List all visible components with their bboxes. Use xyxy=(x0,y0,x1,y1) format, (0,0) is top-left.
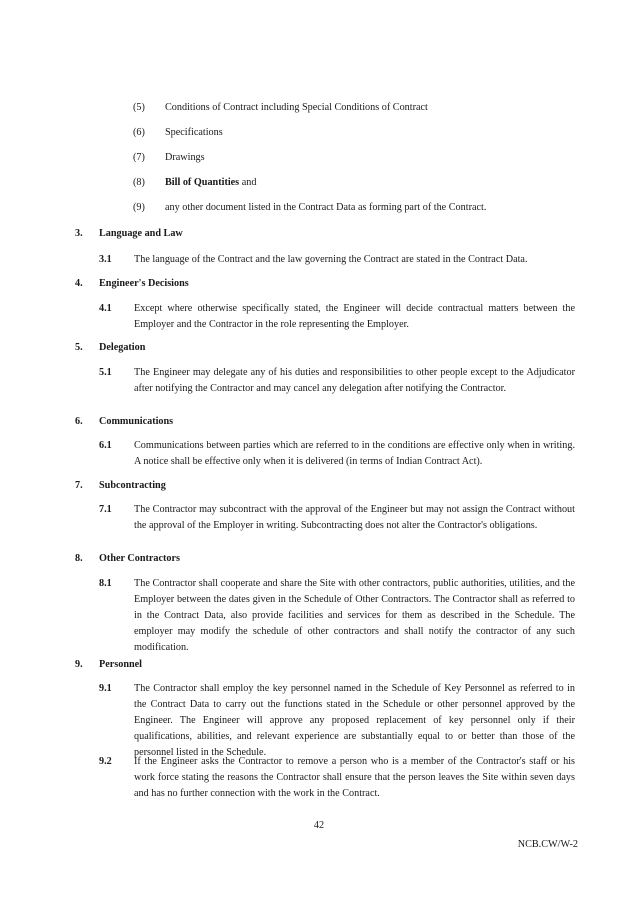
list-item-text: any other document listed in the Contract Data as forming part of the Contract. xyxy=(165,202,487,213)
clause-number: 9.1 xyxy=(99,683,112,694)
clause-text: The Contractor shall employ the key personnel named in the Schedule of Key Personnel as referred to in the Contract Data to carry out the functions stated in the Schedule or other personnel approved by the Engineer. The Engineer will approve any proposed replacement of key personnel only if their qualifications, abilities, and relevant experience are substantially equal to or better than those of the personnel listed in the Schedule. xyxy=(134,683,575,758)
section-title: Personnel xyxy=(99,659,143,670)
section-number: 6. xyxy=(75,416,83,427)
section-number: 7. xyxy=(75,480,83,491)
clause-number: 6.1 xyxy=(99,440,112,451)
list-item-text: Drawings xyxy=(165,152,205,163)
clause-number: 8.1 xyxy=(99,578,112,589)
list-item-number: (9) xyxy=(133,202,145,213)
clause-text: The language of the Contract and the law governing the Contract are stated in the Contract Data. xyxy=(134,254,528,265)
list-item-number: (5) xyxy=(133,102,145,113)
clause-text: If the Engineer asks the Contractor to remove a person who is a member of the Contractor's staff or his work force stating the reasons the Contractor shall ensure that the person leaves the Site within seven days and has no further connection with the work in the Contract. xyxy=(134,756,575,799)
section-title: Other Contractors xyxy=(99,553,181,564)
clause-text: Except where otherwise specifically stated, the Engineer will decide contractual matters between the Employer and the Contractor in the role representing the Employer. xyxy=(134,303,575,330)
section-title: Engineer's Decisions xyxy=(99,278,189,289)
clause-text: The Engineer may delegate any of his duties and responsibilities to other people except to the Adjudicator after notifying the Contractor and may cancel any delegation after notifying the Contractor. xyxy=(134,367,575,394)
clause-number: 3.1 xyxy=(99,254,112,265)
list-item-number: (7) xyxy=(133,152,145,163)
section-number: 5. xyxy=(75,342,83,353)
clause-number: 4.1 xyxy=(99,303,112,314)
clause-number: 9.2 xyxy=(99,756,112,767)
section-title: Subcontracting xyxy=(99,480,166,491)
section-title: Language and Law xyxy=(99,228,183,239)
clause-text: Communications between parties which are referred to in the conditions are effective only when in writing. A notice shall be effective only when it is delivered (in terms of Indian Contract Act). xyxy=(134,440,575,467)
clause-text: The Contractor may subcontract with the approval of the Engineer but may not assign the Contract without the approval of the Employer in writing. Subcontracting does not alter the Contractor's obligations. xyxy=(134,504,575,531)
section-title: Communications xyxy=(99,416,174,427)
section-title: Delegation xyxy=(99,342,146,353)
list-item-text xyxy=(165,175,256,191)
clause-number: 5.1 xyxy=(99,367,112,378)
document-reference: NCB.CW/W-2 xyxy=(517,839,578,850)
section-number: 3. xyxy=(75,228,83,239)
list-item-text: Specifications xyxy=(165,127,223,138)
list-item-bold-text: Bill of Quantities xyxy=(165,177,240,188)
section-number: 4. xyxy=(75,278,83,289)
section-number: 8. xyxy=(75,553,83,564)
list-item-number: (8) xyxy=(133,177,145,188)
clause-number: 7.1 xyxy=(99,504,112,515)
page-number: 42 xyxy=(313,820,325,831)
list-item-number: (6) xyxy=(133,127,145,138)
list-item-trailing-text: and xyxy=(239,177,257,188)
list-item-text: Conditions of Contract including Special Conditions of Contract xyxy=(165,102,428,113)
section-number: 9. xyxy=(75,659,83,670)
clause-text: The Contractor shall cooperate and share the Site with other contractors, public authorities, utilities, and the Employer between the dates given in the Schedule of Other Contractors. The Contractor shall as referred to in the Contract Data, also provide facilities and services for them as described in the Schedule. The employer may modify the schedule of other contractors and shall notify the contractor of any such modification. xyxy=(134,578,575,653)
